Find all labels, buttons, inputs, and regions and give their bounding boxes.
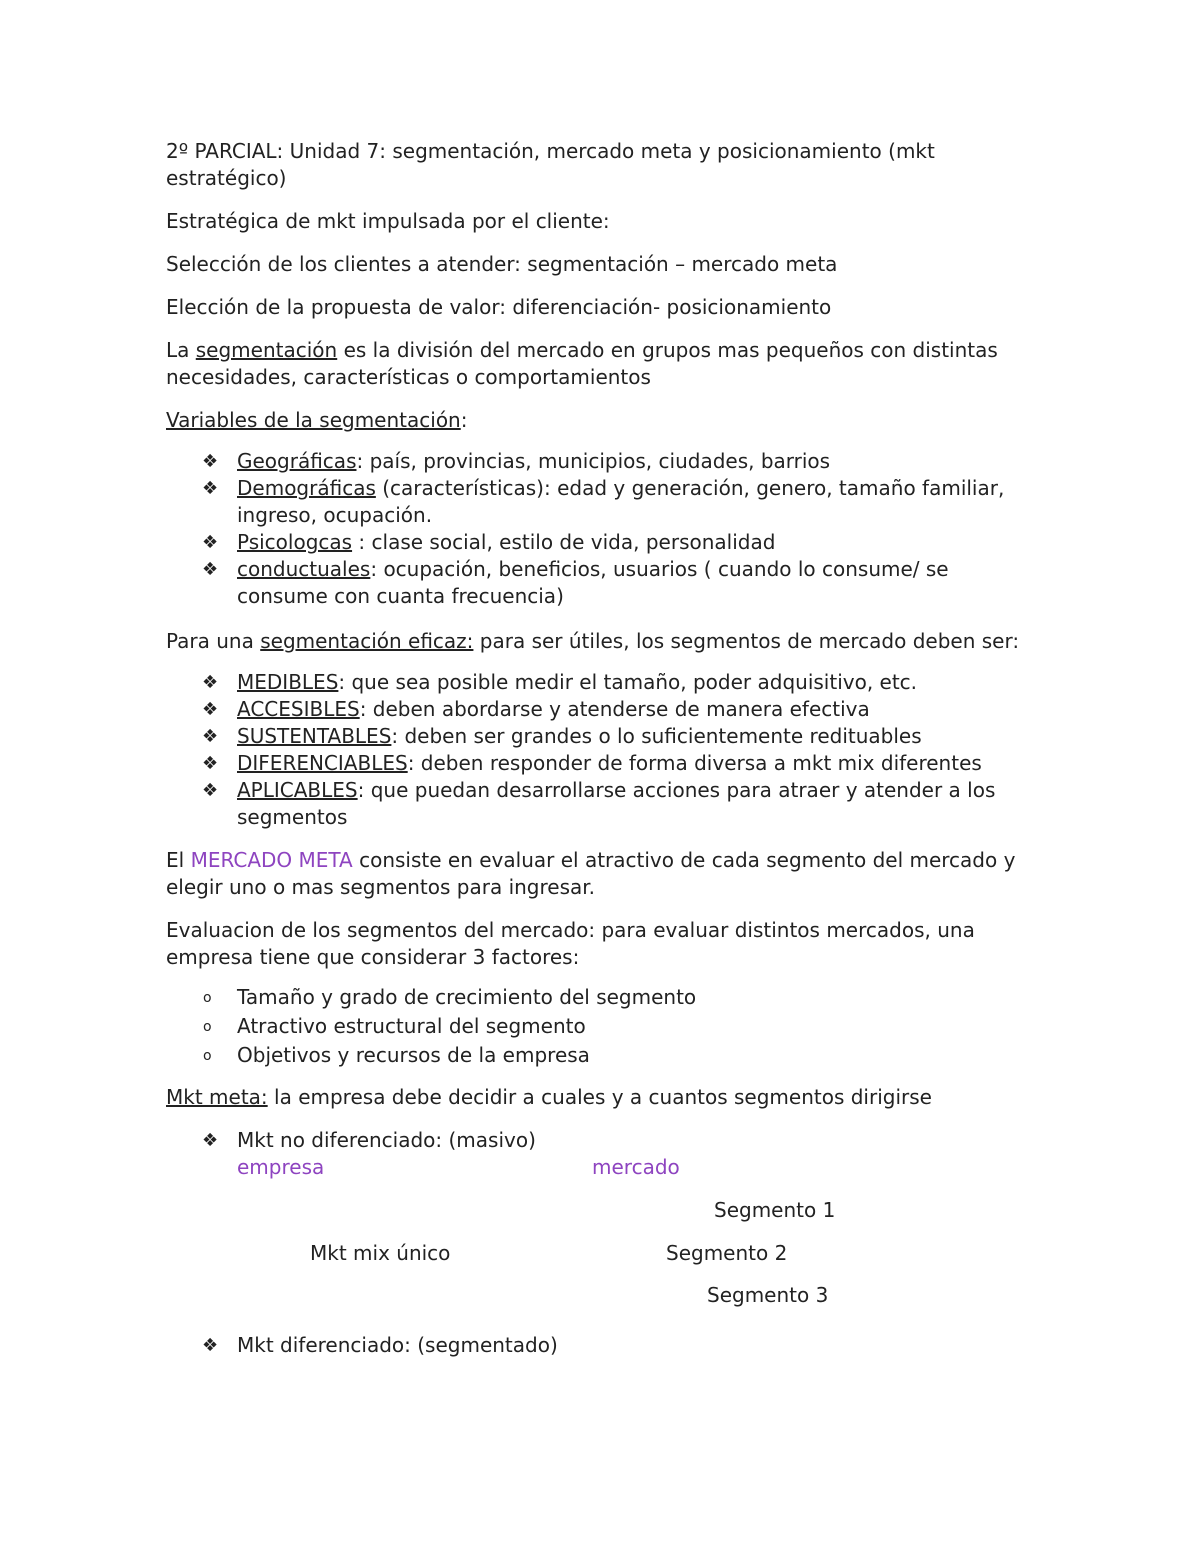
diamond-bullet-icon: ❖	[202, 780, 219, 801]
diamond-bullet-icon: ❖	[202, 1335, 219, 1356]
paragraph-eleccion: Elección de la propuesta de valor: diferenciación- posicionamiento	[166, 295, 832, 319]
diamond-bullet-icon: ❖	[202, 672, 219, 693]
mkt-no-diferenciado-diagram	[166, 1154, 1026, 1332]
circle-bullet-icon: o	[203, 1019, 212, 1035]
mercado-meta-term: MERCADO META	[190, 848, 353, 872]
diagram-segmento-2: Segmento 2	[666, 1241, 788, 1265]
list-item: ❖ ACCESIBLES: deben abordarse y atenderse de manera efectiva	[202, 697, 870, 721]
list-item: ❖ Mkt diferenciado: (segmentado)	[202, 1333, 558, 1357]
list-item: ❖ Demográficas (características): edad y generación, genero, tamaño familiar, ingreso, ocupación.	[202, 476, 1005, 527]
eficaz-paragraph: Para una segmentación eficaz: para ser útiles, los segmentos de mercado deben ser:	[166, 629, 1020, 653]
diagram-segmento-3: Segmento 3	[707, 1283, 829, 1307]
segmentacion-definition: La segmentación es la división del mercado en grupos mas pequeños con distintas necesidades, características o comportamientos	[166, 338, 998, 389]
diamond-bullet-icon: ❖	[202, 478, 219, 499]
diagram-empresa-label: empresa	[237, 1155, 325, 1179]
diamond-bullet-icon: ❖	[202, 451, 219, 472]
list-item: ❖ SUSTENTABLES: deben ser grandes o lo suficientemente redituables	[202, 724, 922, 748]
list-item: o Objetivos y recursos de la empresa	[166, 1041, 1026, 1070]
factores-list	[166, 983, 1026, 1070]
circle-bullet-icon: o	[203, 1048, 212, 1064]
variables-heading: Variables de la segmentación:	[166, 408, 468, 432]
paragraph-estrategica: Estratégica de mkt impulsada por el cliente:	[166, 209, 610, 233]
diamond-bullet-icon: ❖	[202, 753, 219, 774]
diamond-bullet-icon: ❖	[202, 1130, 219, 1151]
mkt-meta-paragraph: Mkt meta: la empresa debe decidir a cuales y a cuantos segmentos dirigirse	[166, 1085, 932, 1109]
list-item: ❖ APLICABLES: que puedan desarrollarse acciones para atraer y atender a los segmentos	[202, 778, 996, 829]
list-item: ❖ Mkt no diferenciado: (masivo)	[202, 1128, 536, 1152]
diamond-bullet-icon: ❖	[202, 532, 219, 553]
list-item: ❖ MEDIBLES: que sea posible medir el tamaño, poder adquisitivo, etc.	[202, 670, 918, 694]
list-item: ❖ Psicologcas : clase social, estilo de vida, personalidad	[202, 530, 776, 554]
list-item: ❖ DIFERENCIABLES: deben responder de forma diversa a mkt mix diferentes	[202, 751, 982, 775]
mercado-meta-paragraph: El MERCADO META consiste en evaluar el atractivo de cada segmento del mercado y elegir uno o mas segmentos para ingresar.	[166, 848, 1016, 899]
list-item: o Atractivo estructural del segmento	[166, 1012, 1026, 1041]
diagram-mkt-mix-label: Mkt mix único	[310, 1241, 451, 1265]
list-item: ❖ conductuales: ocupación, beneficios, usuarios ( cuando lo consume/ se consume con cuanta frecuencia)	[202, 557, 949, 608]
list-item: o Tamaño y grado de crecimiento del segmento	[166, 983, 1026, 1012]
document-page	[166, 138, 1026, 1375]
page-title: 2º PARCIAL: Unidad 7: segmentación, mercado meta y posicionamiento (mkt estratégico)	[166, 139, 935, 190]
diamond-bullet-icon: ❖	[202, 559, 219, 580]
diamond-bullet-icon: ❖	[202, 726, 219, 747]
diagram-segmento-1: Segmento 1	[714, 1198, 836, 1222]
variables-list	[166, 448, 1026, 610]
evaluacion-paragraph: Evaluacion de los segmentos del mercado: para evaluar distintos mercados, una empresa tiene que considerar 3 factores:	[166, 918, 975, 969]
diagram-mercado-label: mercado	[592, 1155, 680, 1179]
diamond-bullet-icon: ❖	[202, 699, 219, 720]
paragraph-seleccion: Selección de los clientes a atender: segmentación – mercado meta	[166, 252, 838, 276]
mkt-diferenciado-list	[166, 1332, 1026, 1359]
segmentacion-term: segmentación	[195, 338, 338, 362]
criterios-list	[166, 669, 1026, 831]
mkt-no-diferenciado-list	[166, 1127, 1026, 1154]
circle-bullet-icon: o	[203, 990, 212, 1006]
list-item: ❖ Geográficas: país, provincias, municipios, ciudades, barrios	[202, 449, 831, 473]
